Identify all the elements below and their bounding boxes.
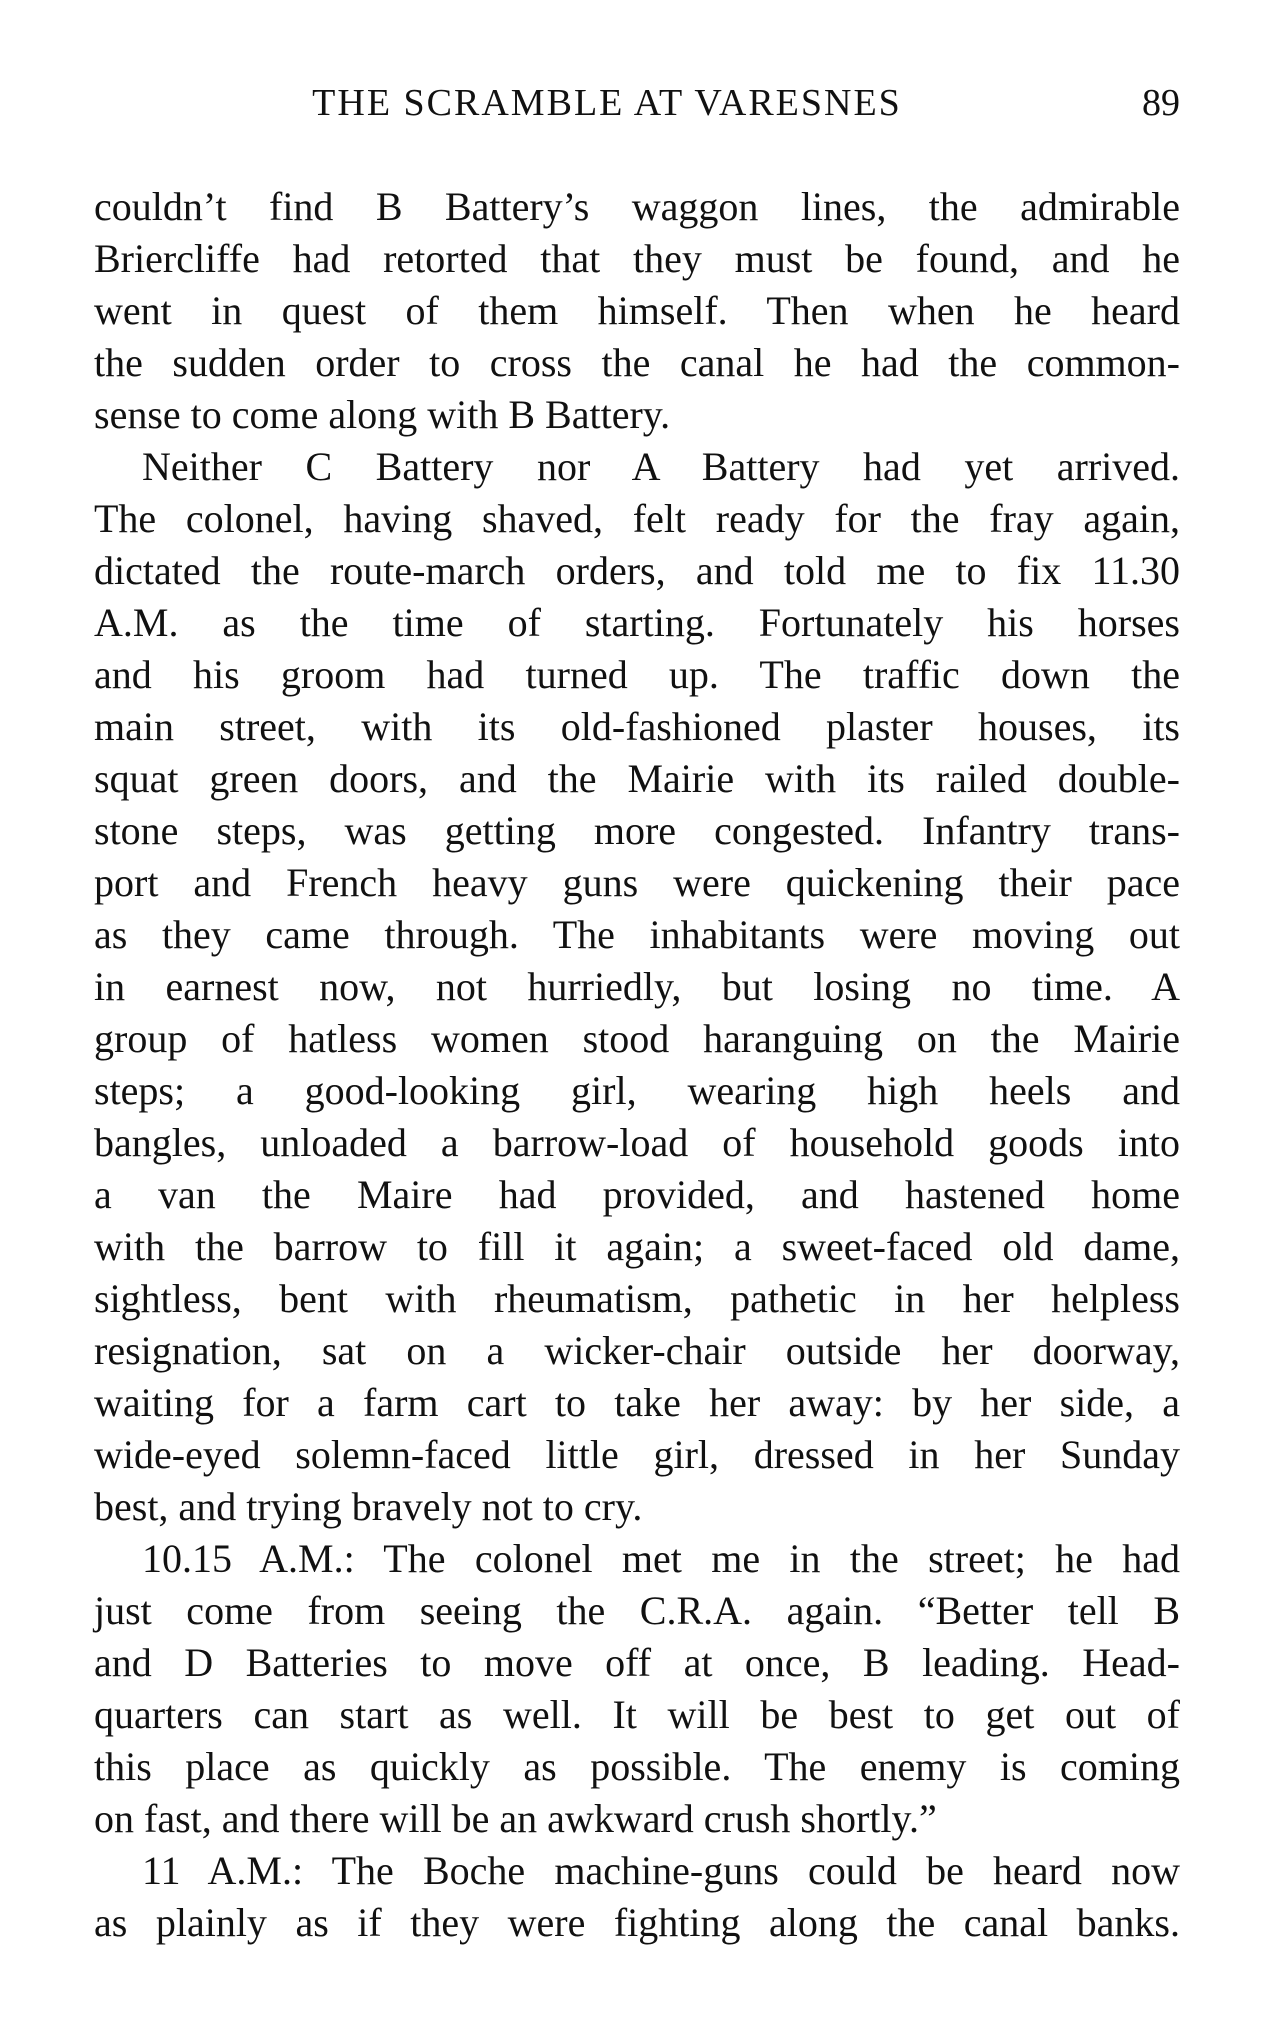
text-line: a van the Maire had provided, and hastened home xyxy=(94,1172,1180,1217)
text-line: sightless, bent with rheumatism, pathetic in her helpless xyxy=(94,1276,1180,1321)
text-line: 11 A.M.: The Boche machine-guns could be heard now xyxy=(142,1848,1180,1893)
text-line: port and French heavy guns were quickening their pace xyxy=(94,860,1180,905)
text-line: wide-eyed solemn-faced little girl, dressed in her Sunday xyxy=(94,1432,1180,1477)
text-line: bangles, unloaded a barrow-load of household goods into xyxy=(94,1120,1180,1165)
text-line: as plainly as if they were fighting along the canal banks. xyxy=(94,1900,1180,1945)
text-line: best, and trying bravely not to cry. xyxy=(94,1484,643,1529)
text-line: squat green doors, and the Mairie with its railed double- xyxy=(94,756,1180,801)
text-line: The colonel, having shaved, felt ready for the fray again, xyxy=(94,496,1180,541)
text-line: in earnest now, not hurriedly, but losing no time. A xyxy=(94,964,1180,1009)
text-line: Briercliffe had retorted that they must be found, and he xyxy=(94,236,1180,281)
text-line: the sudden order to cross the canal he had the common- xyxy=(94,340,1180,385)
page-number: 89 xyxy=(1142,82,1180,124)
running-title: THE SCRAMBLE AT VARESNES xyxy=(312,82,902,124)
text-line: Neither C Battery nor A Battery had yet arrived. xyxy=(142,444,1180,489)
body-text xyxy=(94,181,1180,1949)
text-line: just come from seeing the C.R.A. again. “Better tell B xyxy=(94,1588,1180,1633)
text-line: quarters can start as well. It will be best to get out of xyxy=(94,1692,1180,1737)
text-line: on fast, and there will be an awkward crush shortly.” xyxy=(94,1796,937,1841)
text-line: sense to come along with B Battery. xyxy=(94,392,671,437)
text-line: with the barrow to fill it again; a sweet-faced old dame, xyxy=(94,1224,1180,1269)
text-line: as they came through. The inhabitants were moving out xyxy=(94,912,1180,957)
text-line: A.M. as the time of starting. Fortunately his horses xyxy=(94,600,1180,645)
text-line: and D Batteries to move off at once, B leading. Head- xyxy=(94,1640,1180,1685)
text-line: 10.15 A.M.: The colonel met me in the street; he had xyxy=(142,1536,1180,1581)
text-line: this place as quickly as possible. The enemy is coming xyxy=(94,1744,1180,1789)
text-line: dictated the route-march orders, and told me to fix 11.30 xyxy=(94,548,1180,593)
text-line: main street, with its old-fashioned plaster houses, its xyxy=(94,704,1180,749)
text-line: and his groom had turned up. The traffic down the xyxy=(94,652,1180,697)
text-line: stone steps, was getting more congested. Infantry trans- xyxy=(94,808,1180,853)
text-line: steps; a good-looking girl, wearing high heels and xyxy=(94,1068,1180,1113)
page-header xyxy=(94,78,1180,128)
text-line: resignation, sat on a wicker-chair outside her doorway, xyxy=(94,1328,1180,1373)
text-line: waiting for a farm cart to take her away: by her side, a xyxy=(94,1380,1180,1425)
text-line: went in quest of them himself. Then when he heard xyxy=(94,288,1180,333)
text-line: couldn’t find B Battery’s waggon lines, the admirable xyxy=(94,184,1180,229)
text-line: group of hatless women stood haranguing on the Mairie xyxy=(94,1016,1180,1061)
